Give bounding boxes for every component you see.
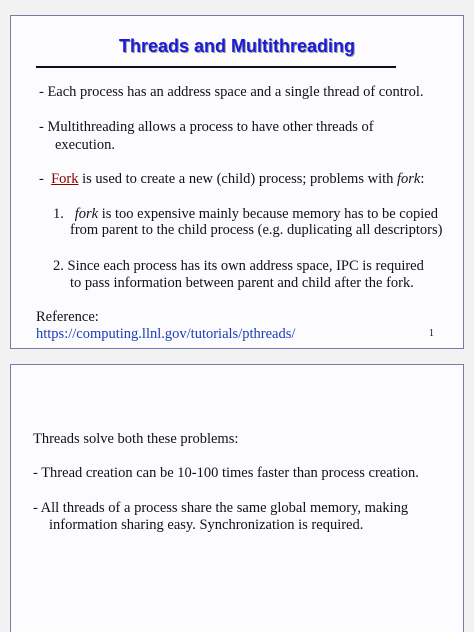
fork-keyword: Fork: [51, 171, 79, 187]
bullet-thread-creation: - Thread creation can be 10-100 times faster than process creation.: [33, 465, 419, 481]
numbered-item-1-line1: [53, 206, 438, 223]
numbered-item-1-line2: from parent to the child process (e.g. duplicating all descriptors): [70, 222, 443, 238]
bullet-dash: -: [39, 171, 44, 187]
reference-link[interactable]: https://computing.llnl.gov/tutorials/pthreads/: [36, 326, 296, 342]
bullet-multithreading-line2: execution.: [55, 137, 115, 153]
fork-bullet-text: is used to create a new (child) process; problems with: [78, 171, 398, 187]
slide-2: [10, 364, 464, 632]
slide-title: Threads and Multithreading: [118, 36, 355, 56]
numbered-item-2-line1: 2. Since each process has its own address space, IPC is required: [53, 258, 424, 274]
fork-colon: :: [420, 171, 425, 187]
bullet-address-space: - Each process has an address space and a single thread of control.: [39, 84, 424, 100]
bullet-shared-memory-line2: information sharing easy. Synchronization is required.: [49, 517, 364, 533]
item-number: 1.: [53, 206, 64, 222]
bullet-fork: [39, 171, 424, 188]
bullet-shared-memory-line1: - All threads of a process share the same global memory, making: [33, 500, 409, 516]
fork-italic: fork: [397, 171, 421, 187]
item-text: is too expensive mainly because memory has to be copied: [98, 206, 438, 222]
bullet-multithreading-line1: - Multithreading allows a process to have other threads of: [39, 119, 374, 135]
reference-label: Reference:: [36, 309, 99, 325]
title-underline: [36, 66, 396, 68]
page-number: 1: [429, 328, 434, 339]
numbered-item-2-line2: to pass information between parent and child after the fork.: [70, 275, 414, 291]
slide-1: [10, 15, 464, 349]
fork-italic: fork: [74, 206, 99, 222]
slide2-intro: Threads solve both these problems:: [33, 431, 239, 447]
